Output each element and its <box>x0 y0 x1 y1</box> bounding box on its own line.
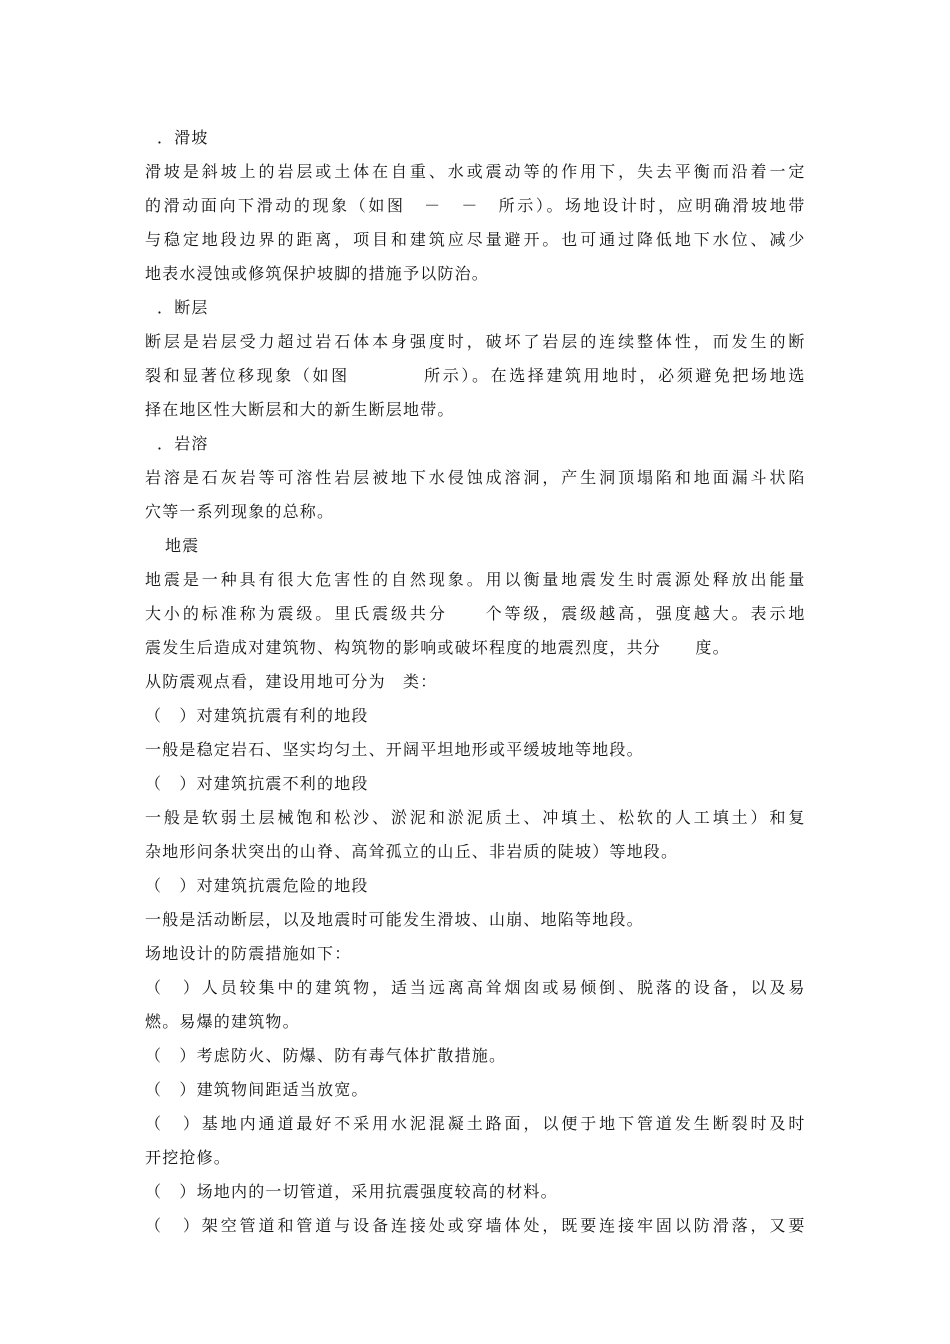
line-p-landslide-2: 的滑动面向下滑动的现象（如图 － － 所示）。场地设计时，应明确滑坡地带 <box>145 196 805 215</box>
line-p-quake-1: 地震是一种具有很大危害性的自然现象。用以衡量地震发生时震源处释放出能量 <box>145 570 805 589</box>
line-p-class-1: （ ）对建筑抗震有利的地段 <box>145 706 369 725</box>
line-p-karst-2: 穴等一系列现象的总称。 <box>145 502 335 521</box>
line-p-class-1d: 一般是稳定岩石、坚实均匀土、开阔平坦地形或平缓坡地等地段。 <box>145 740 644 759</box>
line-p-m2: （ ）考虑防火、防爆、防有毒气体扩散措施。 <box>145 1046 507 1065</box>
line-p-landslide-3: 与稳定地段边界的距离，项目和建筑应尽量避开。也可通过降低地下水位、减少 <box>145 230 805 249</box>
line-p-quake-3: 震发生后造成对建筑物、构筑物的影响或破坏程度的地震烈度，共分 度。 <box>145 638 730 657</box>
line-p-class-3d: 一般是活动断层，以及地震时可能发生滑坡、山崩、地陷等地段。 <box>145 910 644 929</box>
line-p-m6: （ ）架空管道和管道与设备连接处或穿墙体处，既要连接牢固以防滑落，又要 <box>145 1216 805 1235</box>
line-p-class-2: （ ）对建筑抗震不利的地段 <box>145 774 369 793</box>
line-p-fault-1: 断层是岩层受力超过岩石体本身强度时，破坏了岩层的连续整体性，而发生的断 <box>145 332 805 351</box>
line-p-m4-2: 开挖抢修。 <box>145 1148 232 1167</box>
line-h-karst: ．岩溶 <box>157 434 209 453</box>
line-p-karst-1: 岩溶是石灰岩等可溶性岩层被地下水侵蚀成溶洞，产生洞顶塌陷和地面漏斗状陷 <box>145 468 805 487</box>
line-p-m4-1: （ ）基地内通道最好不采用水泥混凝土路面，以便于地下管道发生断裂时及时 <box>145 1114 805 1133</box>
line-p-m5: （ ）场地内的一切管道，采用抗震强度较高的材料。 <box>145 1182 558 1201</box>
line-p-landslide-4: 地表水浸蚀或修筑保护坡脚的措施予以防治。 <box>145 264 490 283</box>
line-p-quake-4: 从防震观点看，建设用地可分为 类： <box>145 672 438 691</box>
line-h-fault: ．断层 <box>157 298 209 317</box>
line-p-m1-1: （ ）人员较集中的建筑物，适当远离高耸烟囱或易倾倒、脱落的设备，以及易 <box>145 978 805 997</box>
line-p-m3: （ ）建筑物间距适当放宽。 <box>145 1080 369 1099</box>
line-p-quake-2: 大小的标准称为震级。里氏震级共分 个等级，震级越高，强度越大。表示地 <box>145 604 805 623</box>
line-p-fault-2: 裂和显著位移现象（如图 所示）。在选择建筑用地时，必须避免把场地选 <box>145 366 805 385</box>
line-p-class-2d-2: 杂地形问条状突出的山脊、高耸孤立的山丘、非岩质的陡坡）等地段。 <box>145 842 679 861</box>
line-p-class-3: （ ）对建筑抗震危险的地段 <box>145 876 369 895</box>
line-p-landslide-1: 滑坡是斜坡上的岩层或土体在自重、水或震动等的作用下，失去平衡而沿着一定 <box>145 162 805 181</box>
line-h-quake: 地震 <box>165 536 200 555</box>
line-h-landslide: ．滑坡 <box>157 128 209 147</box>
line-p-fault-3: 择在地区性大断层和大的新生断层地带。 <box>145 400 455 419</box>
line-p-measures: 场地设计的防震措施如下： <box>145 944 352 963</box>
line-p-class-2d-1: 一般是软弱土层械饱和松沙、淤泥和淤泥质土、冲填土、松软的人工填土）和复 <box>145 808 805 827</box>
line-p-m1-2: 燃。易爆的建筑物。 <box>145 1012 300 1031</box>
